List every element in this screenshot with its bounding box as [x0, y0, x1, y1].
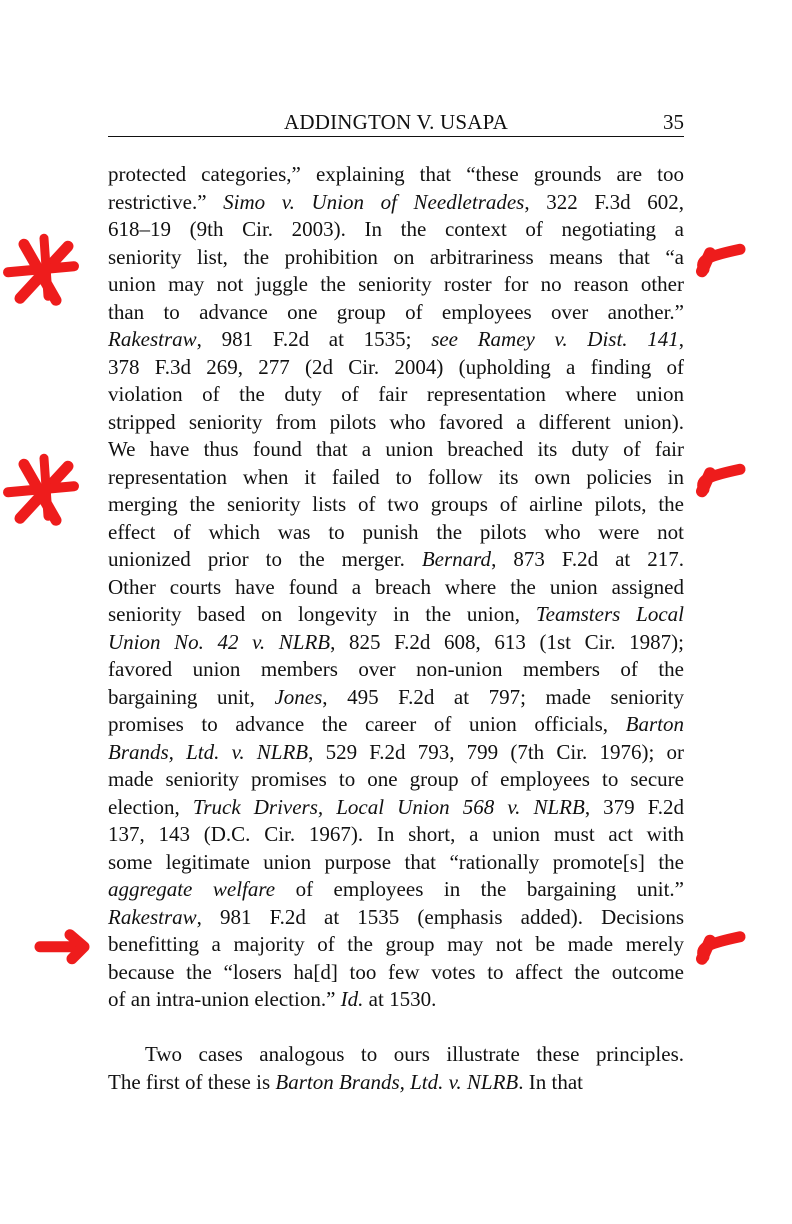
text-line	[108, 794, 684, 822]
citation-italic: Rakestraw	[108, 904, 197, 929]
text-line	[108, 299, 684, 327]
citation-italic: Truck Drivers, Local Union 568 v. NLRB	[192, 794, 585, 819]
citation-italic: Union No. 42 v. NLRB	[108, 629, 331, 654]
text-run: 378 F.3d 269, 277 (2d Cir. 2004) (upholding a finding of	[108, 354, 684, 379]
citation-italic: Rakestraw	[108, 327, 197, 351]
text-line	[108, 656, 684, 684]
arrow-mark-right	[702, 937, 740, 959]
text-line	[108, 354, 684, 382]
text-line	[108, 601, 684, 629]
text-line	[108, 216, 684, 244]
text-run: , 981 F.2d at 1535 (emphasis added). Decisions	[196, 904, 684, 929]
text-run: , 981 F.2d at 1535;	[196, 327, 432, 351]
citation-italic: see Ramey v. Dist. 141	[431, 327, 679, 351]
text-line	[108, 409, 684, 437]
text-run: of an intra-union election.”	[108, 987, 341, 1011]
citation-italic: Teamsters Local	[535, 602, 685, 626]
text-run: ,	[678, 327, 684, 351]
text-run: , 873 F.2d at 217.	[491, 547, 685, 571]
text-run: election,	[108, 794, 193, 819]
text-run: , 495 F.2d at 797; made seniority	[322, 684, 684, 709]
text-line	[108, 271, 684, 299]
text-run: violation of the duty of fair representation where union	[108, 382, 684, 406]
text-line	[108, 1069, 684, 1097]
text-line	[108, 684, 684, 712]
citation-italic: Brands, Ltd. v. NLRB	[108, 739, 309, 764]
text-run: , 322 F.3d 602,	[524, 189, 685, 214]
text-line	[108, 161, 684, 189]
text-run: . In that	[518, 1069, 583, 1094]
text-run: stripped seniority from pilots who favored a different union).	[108, 409, 684, 434]
text-line	[108, 381, 684, 409]
text-run: some legitimate union purpose that “rationally promote[s] the	[108, 849, 684, 874]
text-line	[108, 821, 684, 849]
text-line	[108, 904, 684, 932]
arrow-mark-right	[702, 469, 740, 491]
body-text	[108, 161, 684, 1096]
arrow-mark-left	[40, 935, 84, 959]
text-run: The first of these is	[108, 1069, 276, 1094]
text-run: protected categories,” explaining that “these grounds are too	[108, 162, 684, 186]
text-line	[108, 464, 684, 492]
citation-italic: Barton	[625, 712, 684, 736]
text-line	[108, 244, 684, 272]
text-run: unionized prior to the merger.	[108, 547, 422, 571]
text-line	[108, 986, 684, 1014]
text-run: , 825 F.2d 608, 613 (1st Cir. 1987);	[330, 629, 684, 654]
text-run: bargaining unit,	[108, 684, 275, 709]
arrow-mark-right	[702, 249, 740, 271]
running-header	[108, 110, 684, 137]
asterisk-mark-left	[8, 458, 74, 520]
text-run: because the “losers ha[d] too few votes to affect the outcome	[108, 959, 684, 984]
citation-italic: Barton Brands, Ltd. v. NLRB	[275, 1069, 519, 1094]
text-run: Other courts have found a breach where the union assigned	[108, 574, 684, 599]
citation-italic: Bernard	[421, 547, 492, 571]
text-line	[108, 546, 684, 574]
text-run: We have thus found that a union breached its duty of fair	[108, 437, 684, 461]
text-line	[108, 629, 684, 657]
text-run: promises to advance the career of union officials,	[108, 712, 626, 736]
text-line	[108, 849, 684, 877]
text-run: made seniority promises to one group of employees to secure	[108, 767, 684, 791]
text-line	[108, 491, 684, 519]
text-line	[108, 959, 684, 987]
text-line	[108, 711, 684, 739]
citation-italic: aggregate welfare	[108, 877, 276, 901]
text-line	[108, 876, 684, 904]
text-run: effect of which was to punish the pilots who were not	[108, 519, 684, 544]
text-line	[108, 436, 684, 464]
text-run: at 1530.	[363, 987, 437, 1011]
page-number: 35	[663, 110, 684, 134]
citation-italic: Id.	[340, 987, 364, 1011]
text-run: favored union members over non-union members of the	[108, 657, 684, 681]
text-line	[108, 931, 684, 959]
text-line	[108, 326, 684, 354]
text-line	[108, 766, 684, 794]
text-run: seniority list, the prohibition on arbitrariness means that “a	[108, 244, 684, 269]
text-line	[108, 519, 684, 547]
citation-italic: Jones	[274, 684, 323, 709]
text-run: than to advance one group of employees over another.”	[108, 299, 684, 324]
text-run: 137, 143 (D.C. Cir. 1967). In short, a union must act with	[108, 822, 684, 846]
citation-italic: Simo v. Union of Needletrades	[223, 189, 525, 214]
text-run: benefitting a majority of the group may not be made merely	[108, 932, 684, 956]
text-line	[108, 739, 684, 767]
text-line	[108, 1041, 684, 1069]
text-run: , 529 F.2d 793, 799 (7th Cir. 1976); or	[308, 739, 684, 764]
text-run: Two cases analogous to ours illustrate these principles.	[145, 1042, 684, 1066]
text-run: of employees in the bargaining unit.”	[275, 877, 684, 901]
text-run: representation when it failed to follow its own policies in	[108, 464, 684, 489]
text-run: 618–19 (9th Cir. 2003). In the context of negotiating a	[108, 217, 684, 241]
text-line	[108, 189, 684, 217]
case-title: ADDINGTON V. USAPA	[284, 110, 508, 134]
text-run: union may not juggle the seniority roster for no reason other	[108, 272, 684, 296]
text-run: merging the seniority lists of two groups of airline pilots, the	[108, 492, 684, 516]
text-run: , 379 F.2d	[584, 794, 684, 819]
asterisk-mark-left	[8, 238, 74, 300]
text-run: seniority based on longevity in the union,	[108, 602, 536, 626]
text-run: restrictive.”	[108, 189, 224, 214]
text-line	[108, 574, 684, 602]
